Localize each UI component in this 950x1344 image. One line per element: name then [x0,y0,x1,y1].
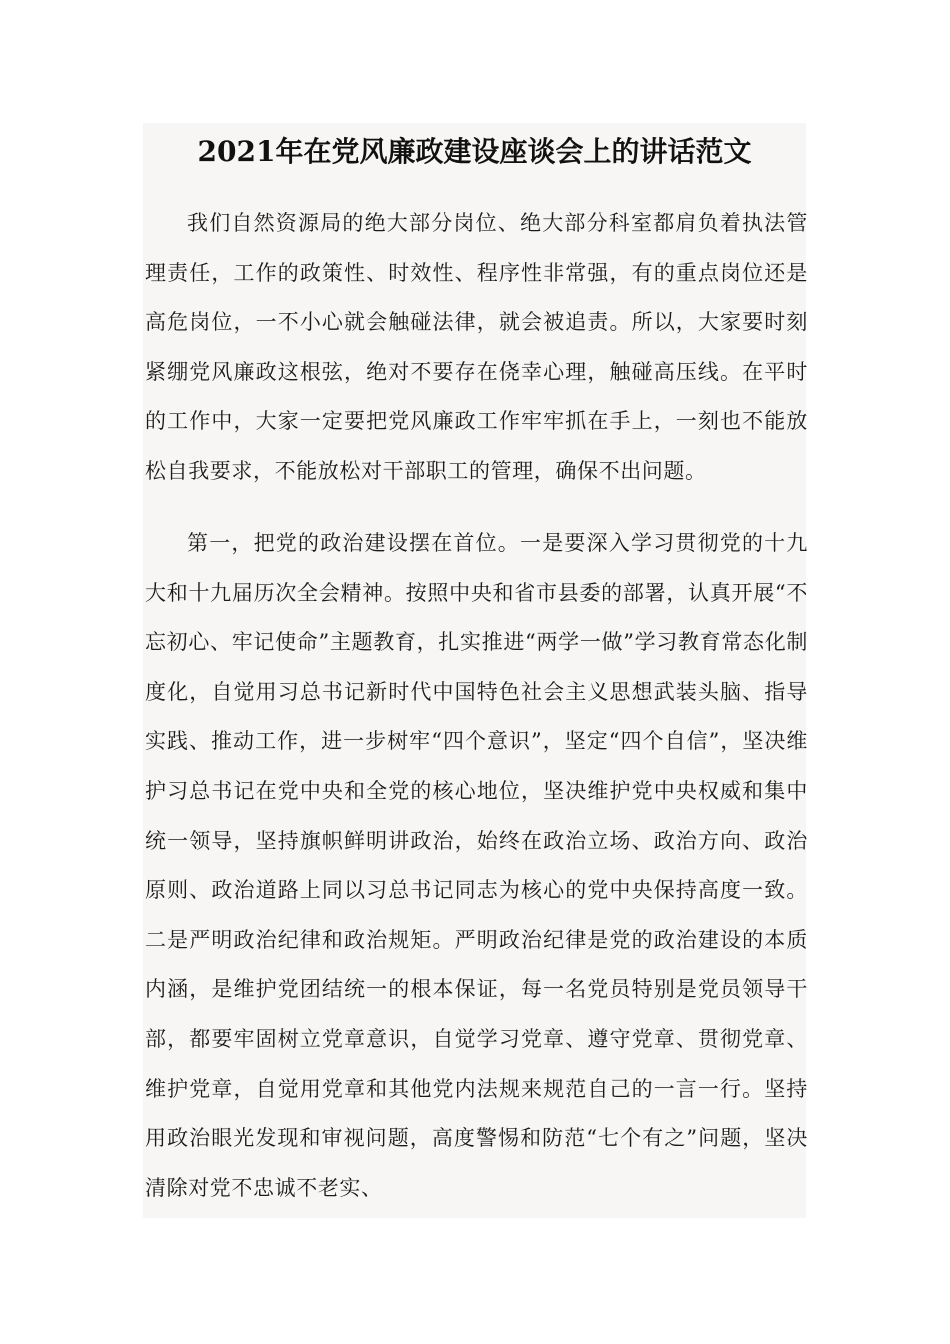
paragraph-first-point: 第一，把党的政治建设摆在首位。一是要深入学习贯彻党的十九大和十九届历次全会精神。按照中央和省市县委的部署，认真开展“不忘初心、牢记使命”主题教育，扎实推进“两学一做”学习教育常态化制度化，自觉用习总书记新时代中国特色社会主义思想武装头脑、指导实践、推动工作，进一步树牢“四个意识”，坚定“四个自信”，坚决维护习总书记在党中央和全党的核心地位，坚决维护党中央权威和集中统一领导，坚持旗帜鲜明讲政治，始终在政治立场、政治方向、政治原则、政治道路上同以习总书记同志为核心的党中央保持高度一致。二是严明政治纪律和政治规矩。严明政治纪律是党的政治建设的本质内涵，是维护党团结统一的根本保证，每一名党员特别是党员领导干部，都要牢固树立党章意识，自觉学习党章、遵守党章、贯彻党章、维护党章，自觉用党章和其他党内法规来规范自己的一言一行。坚持用政治眼光发现和审视问题，高度警惕和防范“七个有之”问题，坚决清除对党不忠诚不老实、 [145,531,808,1200]
paragraph-intro: 我们自然资源局的绝大部分岗位、绝大部分科室都肩负着执法管理责任，工作的政策性、时效性、程序性非常强，有的重点岗位还是高危岗位，一不小心就会触碰法律，就会被追责。所以，大家要时刻紧绷党风廉政这根弦，绝对不要存在侥幸心理，触碰高压线。在平时的工作中，大家一定要把党风廉政工作牢牢抓在手上，一刻也不能放松自我要求，不能放松对干部职工的管理，确保不出问题。 [145,211,808,483]
document-title: 2021年在党风廉政建设座谈会上的讲话范文 [197,135,752,168]
